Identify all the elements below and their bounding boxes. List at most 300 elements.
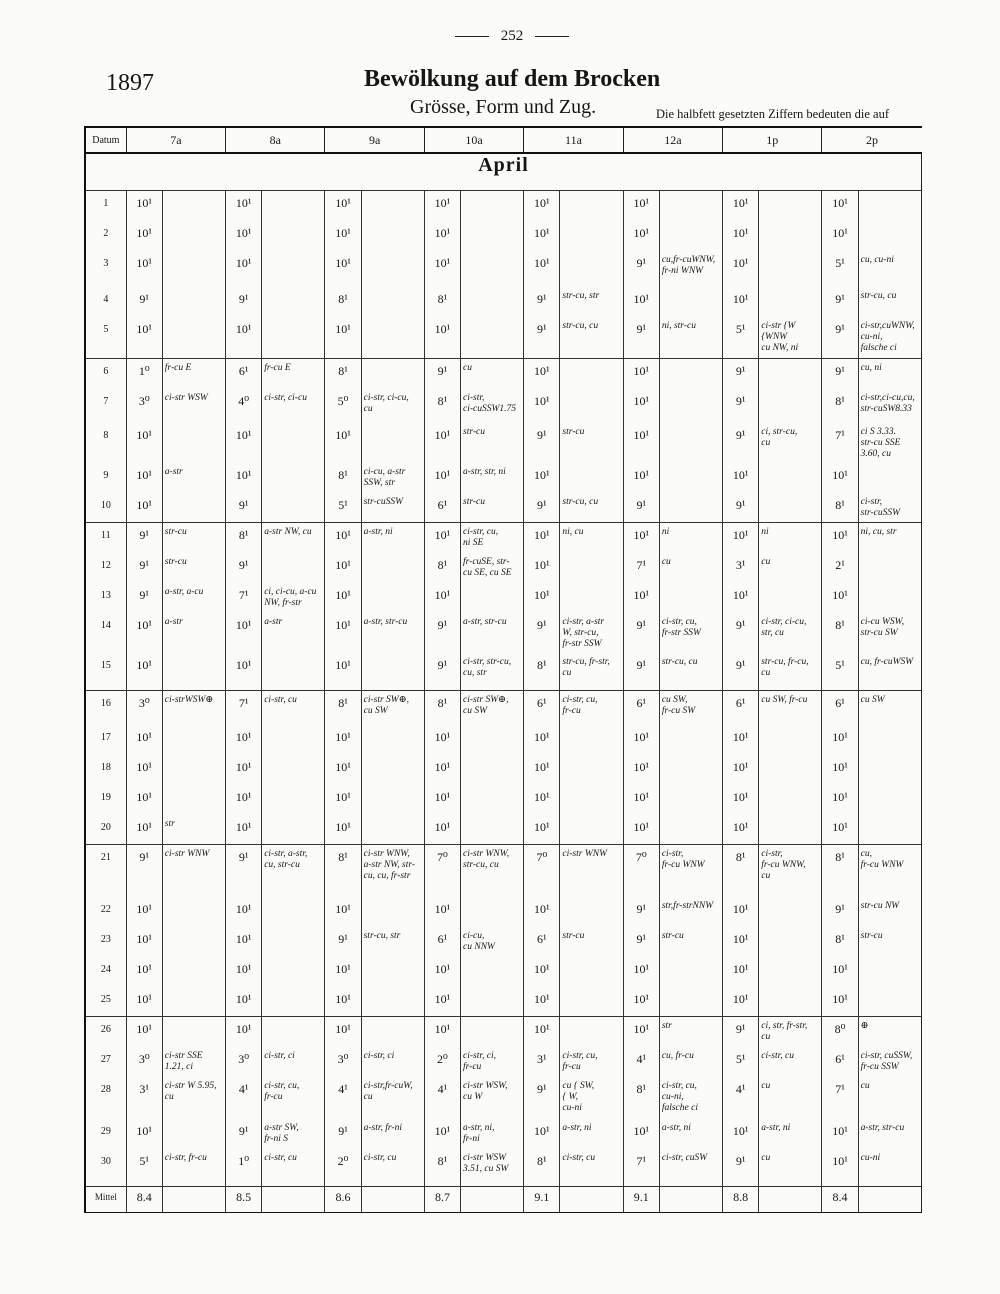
cloud-form-11a: [560, 221, 623, 251]
cloud-amount-8a: 10¹: [226, 785, 262, 815]
cloud-form-10a: [461, 191, 524, 221]
cloud-amount-1p: 10¹: [723, 251, 759, 287]
day-cell: 11: [85, 523, 126, 553]
cloud-form-7a: [162, 957, 225, 987]
cloud-form-1p: ci-str, ci-cu, str, cu: [759, 613, 822, 653]
cloud-form-2p: ci-str,ci-cu,cu, str-cuSW8.33: [858, 389, 921, 423]
cloud-form-1p: cu: [759, 553, 822, 583]
cloud-amount-9a: 5⁰: [325, 389, 361, 423]
cloud-form-1p: [759, 389, 822, 423]
cloud-amount-10a: 10¹: [424, 1119, 460, 1149]
cloud-amount-10a: 8¹: [424, 389, 460, 423]
cloud-amount-12a: 10¹: [623, 957, 659, 987]
cloud-amount-8a: 9¹: [226, 845, 262, 897]
cloud-form-2p: [858, 755, 921, 785]
cloud-amount-2p: 10¹: [822, 725, 858, 755]
cloud-amount-11a: 10¹: [524, 785, 560, 815]
day-cell: 10: [85, 493, 126, 523]
mean-value-11a: 9.1: [524, 1187, 560, 1213]
cloud-amount-7a: 10¹: [126, 725, 162, 755]
cloud-form-10a: [461, 755, 524, 785]
cloud-amount-1p: 5¹: [723, 1047, 759, 1077]
cloud-amount-10a: 10¹: [424, 463, 460, 493]
cloud-amount-10a: 10¹: [424, 251, 460, 287]
cloud-form-9a: [361, 251, 424, 287]
cloud-form-9a: [361, 1017, 424, 1047]
cloud-form-11a: str-cu, str: [560, 287, 623, 317]
cloud-amount-10a: 4¹: [424, 1077, 460, 1119]
cloud-form-10a: [461, 785, 524, 815]
cloud-amount-11a: 10¹: [524, 755, 560, 785]
cloud-amount-8a: 9¹: [226, 287, 262, 317]
mean-spacer: [759, 1187, 822, 1213]
cloud-form-8a: a-str SW, fr-ni S: [262, 1119, 325, 1149]
cloud-form-8a: ci, ci-cu, a-cu NW, fr-str: [262, 583, 325, 613]
cloud-form-9a: ci-str, ci: [361, 1047, 424, 1077]
cloud-amount-9a: 8¹: [325, 463, 361, 493]
cloud-form-8a: [262, 1017, 325, 1047]
cloud-form-11a: [560, 191, 623, 221]
cloud-form-10a: [461, 251, 524, 287]
cloud-form-11a: [560, 897, 623, 927]
cloud-amount-2p: 10¹: [822, 523, 858, 553]
cloud-form-2p: cu-ni: [858, 1149, 921, 1187]
cloud-form-12a: [659, 785, 722, 815]
cloud-amount-11a: 9¹: [524, 613, 560, 653]
cloud-form-7a: str-cu: [162, 523, 225, 553]
table-row: [85, 523, 922, 553]
cloud-form-1p: [759, 987, 822, 1017]
cloud-form-8a: [262, 653, 325, 691]
cloud-amount-11a: 10¹: [524, 815, 560, 845]
cloud-amount-7a: 10¹: [126, 815, 162, 845]
cloud-form-7a: [162, 1119, 225, 1149]
cloud-form-12a: [659, 287, 722, 317]
cloud-form-1p: [759, 191, 822, 221]
cloud-amount-8a: 3⁰: [226, 1047, 262, 1077]
mean-spacer: [162, 1187, 225, 1213]
cloud-amount-12a: 10¹: [623, 423, 659, 463]
table-row: [85, 287, 922, 317]
cloud-amount-10a: 10¹: [424, 191, 460, 221]
cloud-form-1p: ci, str, fr-str, cu: [759, 1017, 822, 1047]
cloud-form-9a: str-cuSSW: [361, 493, 424, 523]
cloud-form-11a: [560, 987, 623, 1017]
cloud-form-8a: ci-str, cu, fr-cu: [262, 1077, 325, 1119]
cloud-amount-8a: 9¹: [226, 553, 262, 583]
cloud-amount-8a: 10¹: [226, 927, 262, 957]
cloud-amount-2p: 10¹: [822, 583, 858, 613]
cloud-amount-10a: 6¹: [424, 493, 460, 523]
cloud-amount-12a: 10¹: [623, 583, 659, 613]
cloud-amount-11a: 7⁰: [524, 845, 560, 897]
cloud-form-2p: [858, 957, 921, 987]
cloud-amount-10a: 7⁰: [424, 845, 460, 897]
cloud-amount-7a: 10¹: [126, 987, 162, 1017]
cloud-form-9a: a-str, ni: [361, 523, 424, 553]
cloud-amount-12a: 10¹: [623, 1119, 659, 1149]
cloud-form-2p: [858, 785, 921, 815]
cloud-amount-11a: 6¹: [524, 927, 560, 957]
cloud-amount-1p: 9¹: [723, 493, 759, 523]
cloud-amount-7a: 3¹: [126, 1077, 162, 1119]
cloud-form-10a: str-cu: [461, 493, 524, 523]
cloud-amount-2p: 9¹: [822, 359, 858, 389]
day-cell: 28: [85, 1077, 126, 1119]
table-row: [85, 845, 922, 897]
cloud-form-9a: [361, 553, 424, 583]
cloud-amount-11a: 9¹: [524, 1077, 560, 1119]
cloud-form-1p: a-str, ni: [759, 1119, 822, 1149]
cloud-form-9a: [361, 957, 424, 987]
cloud-amount-7a: 9¹: [126, 287, 162, 317]
cloud-form-11a: [560, 583, 623, 613]
mean-label: Mittel: [85, 1187, 126, 1213]
cloud-form-1p: [759, 725, 822, 755]
cloud-form-7a: [162, 287, 225, 317]
cloud-amount-7a: 10¹: [126, 423, 162, 463]
table-row: [85, 755, 922, 785]
table-row: [85, 1017, 922, 1047]
cloud-form-9a: [361, 897, 424, 927]
cloud-amount-12a: 8¹: [623, 1077, 659, 1119]
table-row: [85, 1047, 922, 1077]
cloud-form-8a: [262, 927, 325, 957]
cloud-amount-9a: 10¹: [325, 815, 361, 845]
cloud-form-9a: str-cu, str: [361, 927, 424, 957]
cloud-form-11a: [560, 251, 623, 287]
column-header-row: [85, 127, 922, 153]
cloud-amount-1p: 9¹: [723, 1017, 759, 1047]
cloud-form-12a: cu,fr-cuWNW, fr-ni WNW: [659, 251, 722, 287]
cloud-amount-8a: 6¹: [226, 359, 262, 389]
cloud-amount-8a: 1⁰: [226, 1149, 262, 1187]
cloud-form-8a: [262, 725, 325, 755]
table-row: [85, 553, 922, 583]
cloud-form-10a: [461, 1017, 524, 1047]
column-header-8a: 8a: [226, 127, 325, 153]
cloud-amount-7a: 9¹: [126, 583, 162, 613]
cloud-amount-2p: 2¹: [822, 553, 858, 583]
cloud-amount-12a: 9¹: [623, 317, 659, 359]
cloud-form-12a: str-cu: [659, 927, 722, 957]
cloud-amount-12a: 9¹: [623, 653, 659, 691]
cloud-amount-10a: 10¹: [424, 423, 460, 463]
table-row: [85, 653, 922, 691]
cloud-amount-1p: 10¹: [723, 815, 759, 845]
cloud-amount-1p: 10¹: [723, 583, 759, 613]
cloud-amount-10a: 10¹: [424, 815, 460, 845]
cloud-form-11a: [560, 359, 623, 389]
cloud-amount-10a: 10¹: [424, 987, 460, 1017]
cloud-amount-1p: 3¹: [723, 553, 759, 583]
cloud-form-7a: str: [162, 815, 225, 845]
cloud-amount-8a: 7¹: [226, 691, 262, 725]
cloud-amount-1p: 10¹: [723, 221, 759, 251]
cloud-form-1p: cu: [759, 1149, 822, 1187]
cloud-amount-2p: 8¹: [822, 389, 858, 423]
cloud-form-10a: [461, 287, 524, 317]
cloud-amount-8a: 10¹: [226, 423, 262, 463]
cloud-form-7a: [162, 317, 225, 359]
cloud-amount-2p: 10¹: [822, 1149, 858, 1187]
cloud-form-11a: cu { SW, { W, cu-ni: [560, 1077, 623, 1119]
cloud-amount-2p: 6¹: [822, 691, 858, 725]
cloud-amount-11a: 10¹: [524, 1017, 560, 1047]
cloud-form-11a: ci-str, cu, fr-cu: [560, 691, 623, 725]
cloud-amount-9a: 3⁰: [325, 1047, 361, 1077]
cloud-form-8a: [262, 423, 325, 463]
cloud-amount-12a: 6¹: [623, 691, 659, 725]
cloud-amount-1p: 5¹: [723, 317, 759, 359]
cloud-form-2p: ci-cu WSW, str-cu SW: [858, 613, 921, 653]
cloud-amount-7a: 10¹: [126, 251, 162, 287]
cloud-form-10a: [461, 815, 524, 845]
cloud-form-7a: [162, 725, 225, 755]
table-row: [85, 221, 922, 251]
cloud-form-8a: fr-cu E: [262, 359, 325, 389]
cloud-amount-2p: 8¹: [822, 927, 858, 957]
page-subtitle: Grösse, Form und Zug.: [410, 96, 597, 118]
cloud-amount-8a: 10¹: [226, 613, 262, 653]
cloud-amount-1p: 10¹: [723, 957, 759, 987]
cloud-amount-9a: 9¹: [325, 927, 361, 957]
cloud-amount-12a: 10¹: [623, 389, 659, 423]
cloud-amount-12a: 9¹: [623, 251, 659, 287]
cloud-form-2p: ⊕: [858, 1017, 921, 1047]
cloud-form-2p: [858, 191, 921, 221]
cloud-form-12a: ci-str, cuSW: [659, 1149, 722, 1187]
cloud-form-7a: [162, 755, 225, 785]
cloud-form-10a: cu: [461, 359, 524, 389]
cloud-amount-10a: 9¹: [424, 653, 460, 691]
table-row: [85, 815, 922, 845]
cloud-form-8a: [262, 957, 325, 987]
cloud-form-2p: cu SW: [858, 691, 921, 725]
cloud-form-12a: cu, fr-cu: [659, 1047, 722, 1077]
cloud-form-7a: [162, 423, 225, 463]
cloud-amount-11a: 10¹: [524, 897, 560, 927]
cloud-amount-11a: 9¹: [524, 493, 560, 523]
cloud-amount-2p: 10¹: [822, 191, 858, 221]
cloud-amount-11a: 8¹: [524, 653, 560, 691]
cloud-form-1p: [759, 927, 822, 957]
cloud-form-8a: [262, 287, 325, 317]
cloud-amount-12a: 10¹: [623, 987, 659, 1017]
cloud-amount-1p: 9¹: [723, 359, 759, 389]
cloud-form-12a: ni, str-cu: [659, 317, 722, 359]
cloud-amount-7a: 10¹: [126, 463, 162, 493]
cloud-amount-9a: 8¹: [325, 691, 361, 725]
cloud-amount-11a: 9¹: [524, 423, 560, 463]
column-header-10a: 10a: [424, 127, 523, 153]
cloud-form-2p: ci-str,cuWNW, cu-ni, falsche ci: [858, 317, 921, 359]
day-cell: 15: [85, 653, 126, 691]
cloud-form-11a: [560, 1017, 623, 1047]
cloud-form-9a: [361, 317, 424, 359]
cloud-amount-11a: 8¹: [524, 1149, 560, 1187]
cloud-form-2p: [858, 815, 921, 845]
cloud-form-7a: a-str: [162, 613, 225, 653]
cloud-form-10a: ci-str WSW 3.51, cu SW: [461, 1149, 524, 1187]
cloud-amount-9a: 10¹: [325, 613, 361, 653]
cloud-amount-11a: 3¹: [524, 1047, 560, 1077]
table-row: [85, 389, 922, 423]
cloud-form-12a: [659, 389, 722, 423]
cloud-form-11a: [560, 725, 623, 755]
cloud-amount-2p: 9¹: [822, 897, 858, 927]
cloud-amount-11a: 10¹: [524, 1119, 560, 1149]
cloud-form-2p: ni, cu, str: [858, 523, 921, 553]
cloud-form-10a: ci-str SW⊕, cu SW: [461, 691, 524, 725]
cloud-amount-9a: 8¹: [325, 359, 361, 389]
cloud-amount-11a: 10¹: [524, 553, 560, 583]
cloud-form-8a: [262, 493, 325, 523]
cloud-form-2p: cu, cu-ni: [858, 251, 921, 287]
cloud-form-9a: [361, 755, 424, 785]
cloud-form-8a: ci-str, a-str, cu, str-cu: [262, 845, 325, 897]
cloud-amount-2p: 8¹: [822, 613, 858, 653]
cloud-amount-2p: 8¹: [822, 493, 858, 523]
cloud-amount-9a: 10¹: [325, 191, 361, 221]
column-header-1p: 1p: [723, 127, 822, 153]
cloud-amount-10a: 10¹: [424, 1017, 460, 1047]
mean-spacer: [560, 1187, 623, 1213]
cloud-form-7a: ci-str, fr-cu: [162, 1149, 225, 1187]
cloud-amount-10a: 10¹: [424, 317, 460, 359]
cloud-form-8a: [262, 897, 325, 927]
cloud-amount-2p: 10¹: [822, 987, 858, 1017]
day-cell: 26: [85, 1017, 126, 1047]
cloud-form-10a: [461, 957, 524, 987]
cloud-form-11a: [560, 463, 623, 493]
cloud-form-12a: [659, 987, 722, 1017]
cloud-amount-11a: 10¹: [524, 359, 560, 389]
cloud-amount-12a: 7¹: [623, 553, 659, 583]
cloud-form-9a: a-str, fr-ni: [361, 1119, 424, 1149]
cloud-form-8a: a-str NW, cu: [262, 523, 325, 553]
cloud-amount-11a: 10¹: [524, 251, 560, 287]
cloud-form-1p: [759, 755, 822, 785]
cloud-amount-10a: 10¹: [424, 523, 460, 553]
day-cell: 13: [85, 583, 126, 613]
table-row: [85, 583, 922, 613]
cloud-amount-12a: 7¹: [623, 1149, 659, 1187]
day-cell: 20: [85, 815, 126, 845]
cloud-amount-1p: 10¹: [723, 287, 759, 317]
cloud-form-10a: a-str, str, ni: [461, 463, 524, 493]
cloud-form-9a: [361, 583, 424, 613]
cloud-form-10a: ci-str WSW, cu W: [461, 1077, 524, 1119]
cloud-amount-9a: 8¹: [325, 845, 361, 897]
cloud-form-9a: [361, 987, 424, 1017]
cloud-form-7a: [162, 785, 225, 815]
cloud-amount-8a: 9¹: [226, 493, 262, 523]
cloud-amount-8a: 10¹: [226, 463, 262, 493]
cloud-amount-9a: 10¹: [325, 897, 361, 927]
cloud-amount-7a: 10¹: [126, 897, 162, 927]
column-header-11a: 11a: [524, 127, 623, 153]
cloud-amount-9a: 8¹: [325, 287, 361, 317]
cloud-amount-8a: 4¹: [226, 1077, 262, 1119]
cloud-amount-9a: 9¹: [325, 1119, 361, 1149]
cloud-amount-9a: 10¹: [325, 725, 361, 755]
cloud-amount-8a: 10¹: [226, 317, 262, 359]
table-row: [85, 251, 922, 287]
cloud-amount-9a: 10¹: [325, 653, 361, 691]
day-cell: 5: [85, 317, 126, 359]
cloud-form-2p: cu, fr-cuWSW: [858, 653, 921, 691]
cloud-amount-10a: 10¹: [424, 957, 460, 987]
cloud-amount-2p: 9¹: [822, 287, 858, 317]
table-row: [85, 957, 922, 987]
cloud-amount-9a: 10¹: [325, 553, 361, 583]
cloud-amount-2p: 10¹: [822, 221, 858, 251]
cloud-form-2p: [858, 221, 921, 251]
cloud-form-9a: [361, 423, 424, 463]
cloud-amount-11a: 9¹: [524, 317, 560, 359]
day-cell: 30: [85, 1149, 126, 1187]
cloud-form-1p: [759, 359, 822, 389]
cloud-amount-8a: 10¹: [226, 191, 262, 221]
cloud-amount-9a: 5¹: [325, 493, 361, 523]
day-cell: 16: [85, 691, 126, 725]
mean-value-7a: 8.4: [126, 1187, 162, 1213]
day-cell: 3: [85, 251, 126, 287]
mean-value-9a: 8.6: [325, 1187, 361, 1213]
cloud-amount-10a: 8¹: [424, 1149, 460, 1187]
cloud-amount-1p: 10¹: [723, 725, 759, 755]
day-cell: 7: [85, 389, 126, 423]
cloud-amount-9a: 10¹: [325, 1017, 361, 1047]
table-row: [85, 927, 922, 957]
cloud-amount-12a: 10¹: [623, 523, 659, 553]
cloud-amount-9a: 10¹: [325, 317, 361, 359]
cloud-amount-11a: 10¹: [524, 463, 560, 493]
day-cell: 25: [85, 987, 126, 1017]
cloud-amount-9a: 4¹: [325, 1077, 361, 1119]
cloud-form-1p: [759, 251, 822, 287]
cloud-form-10a: [461, 317, 524, 359]
table-row: [85, 785, 922, 815]
bold-figures-note: Die halbfett gesetzten Ziffern bedeuten die auf: [656, 107, 889, 121]
mean-value-12a: 9.1: [623, 1187, 659, 1213]
cloud-form-12a: [659, 493, 722, 523]
cloud-amount-11a: 6¹: [524, 691, 560, 725]
column-header-7a: 7a: [126, 127, 225, 153]
cloud-amount-7a: 10¹: [126, 317, 162, 359]
cloud-amount-11a: 10¹: [524, 957, 560, 987]
table-row: [85, 1077, 922, 1119]
cloud-amount-8a: 7¹: [226, 583, 262, 613]
cloud-amount-12a: 10¹: [623, 287, 659, 317]
cloud-amount-12a: 9¹: [623, 927, 659, 957]
cloud-form-11a: a-str, ni: [560, 1119, 623, 1149]
cloud-amount-10a: 2⁰: [424, 1047, 460, 1077]
cloud-form-7a: ci-str WNW: [162, 845, 225, 897]
cloud-form-10a: ci-str WNW, str-cu, cu: [461, 845, 524, 897]
page-title: Bewölkung auf dem Brocken: [364, 66, 661, 92]
table-row: [85, 463, 922, 493]
day-cell: 17: [85, 725, 126, 755]
cloud-amount-8a: 10¹: [226, 1017, 262, 1047]
cloud-form-11a: ci-str, cu: [560, 1149, 623, 1187]
cloud-form-12a: [659, 815, 722, 845]
cloud-amount-7a: 5¹: [126, 1149, 162, 1187]
day-cell: 19: [85, 785, 126, 815]
cloud-form-7a: [162, 1017, 225, 1047]
cloud-form-8a: [262, 191, 325, 221]
